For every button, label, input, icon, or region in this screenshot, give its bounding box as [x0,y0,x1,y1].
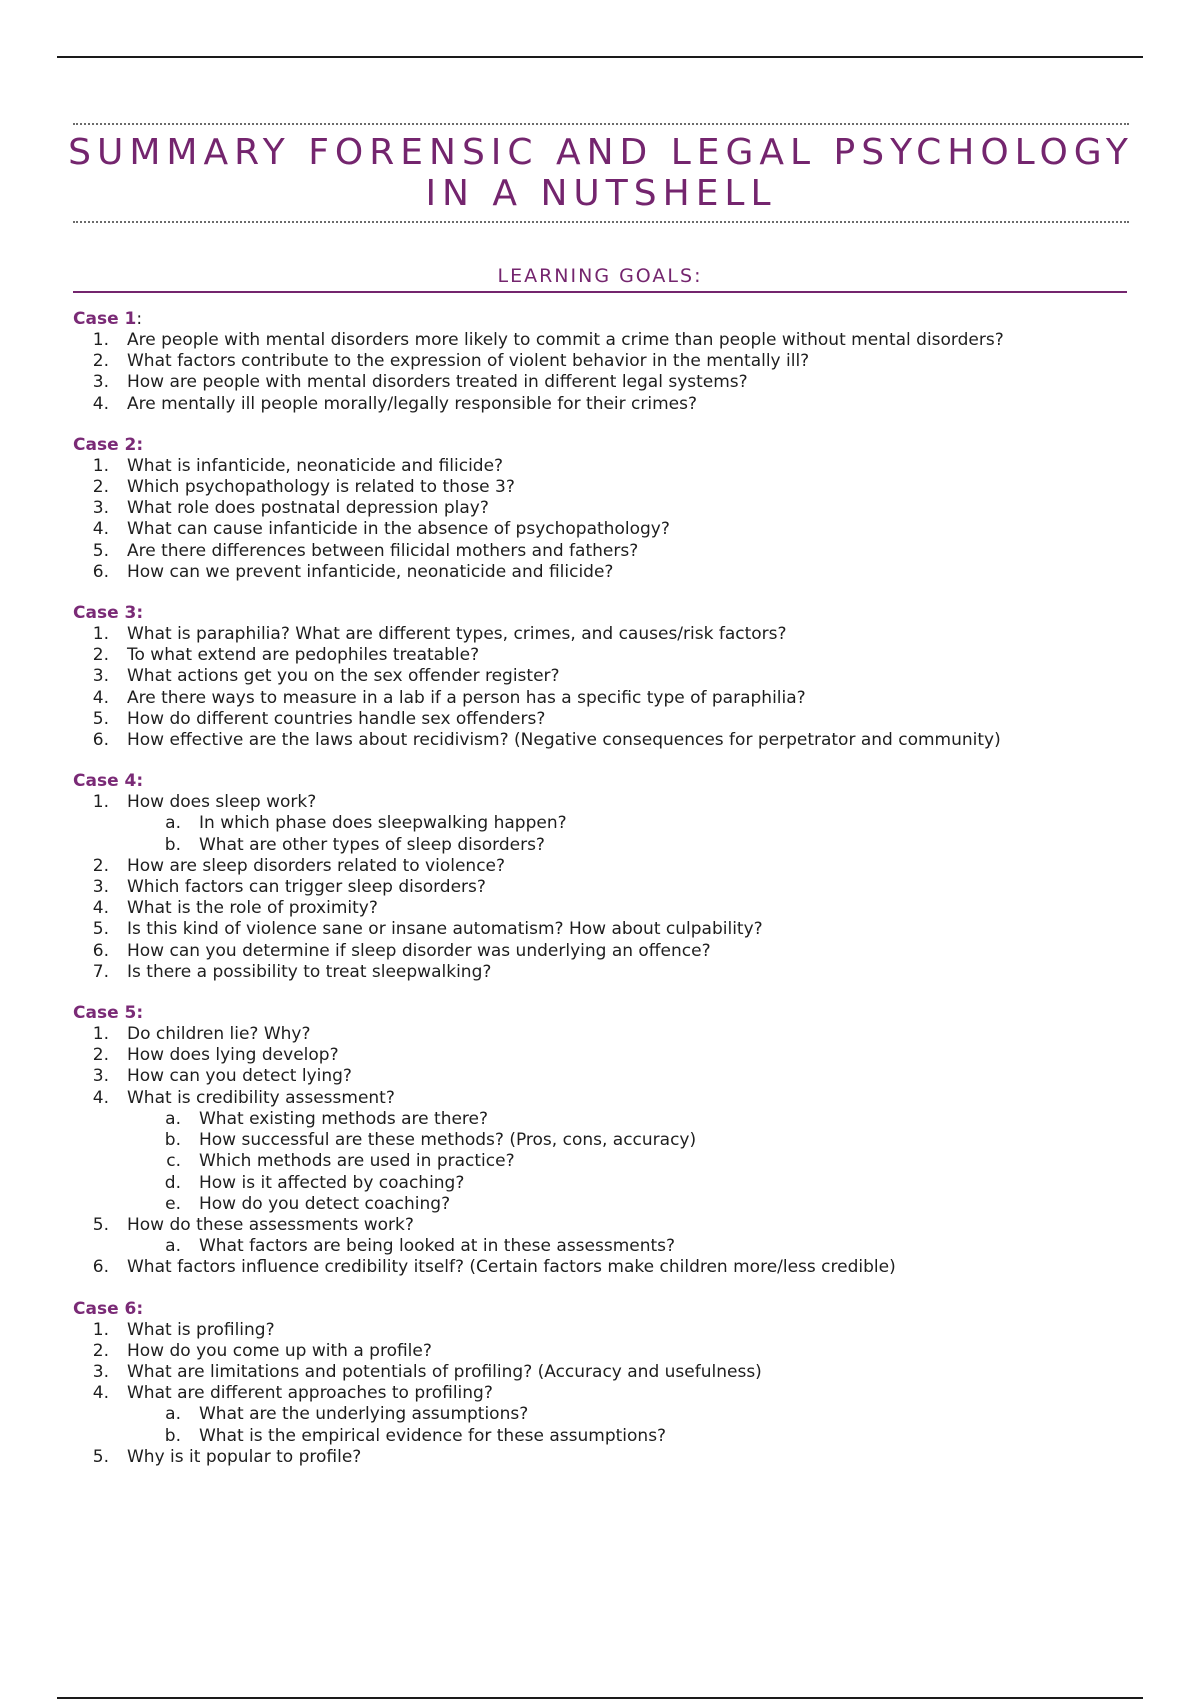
list-item-text: What actions get you on the sex offender register? [127,666,560,687]
case-label [73,1003,1133,1024]
sub-list-item-letter: b. [164,1130,181,1151]
sub-list-item-text: How do you detect coaching? [199,1193,451,1214]
case-label-colon: : [136,1298,144,1319]
list-item-number: 2. [92,1340,109,1361]
list-item [73,1383,1133,1404]
list-item [73,877,1133,898]
list-item-number: 5. [92,708,109,729]
list-item-text: How can we prevent infanticide, neonaticide and filicide? [127,561,614,582]
bottom-rule [57,1697,1143,1699]
list-item [73,477,1133,498]
sub-list-item [73,1173,1133,1194]
list-item-number: 1. [92,792,109,813]
list-item [73,941,1133,962]
list-item [73,1341,1133,1362]
case-label-colon: : [136,603,144,624]
list-item-number: 3. [92,877,109,898]
list-item [73,351,1133,372]
sub-list-item-text: How successful are these methods? (Pros, cons, accuracy) [199,1130,697,1151]
list-item-text: How do you come up with a profile? [127,1340,432,1361]
case-label-colon: : [136,1003,144,1024]
sub-list-item-letter: d. [164,1172,181,1193]
list-item-number: 1. [92,1319,109,1340]
sub-list-item [73,1426,1133,1447]
list-item-number: 1. [92,330,109,350]
list-item-text: Which psychopathology is related to those 3? [127,477,515,498]
list-item-text: Why is it popular to profile? [127,1446,362,1467]
list-item [73,898,1133,919]
case-label [73,309,1133,330]
case-label-colon: : [136,309,143,329]
sub-list-item [73,1236,1133,1257]
list-item-text: How can you determine if sleep disorder was underlying an offence? [127,940,711,961]
list-item-text: How are sleep disorders related to violence? [127,855,506,876]
case-section [73,1299,1133,1468]
learning-goals-heading: LEARNING GOALS: [73,263,1127,293]
case-section [73,771,1133,983]
list-item-text: How can you detect lying? [127,1066,352,1087]
list-item-text: What is profiling? [127,1319,275,1340]
list-item-text: Do children lie? Why? [127,1024,311,1045]
case-label-text: Case 1 [73,309,137,329]
list-item [73,1088,1133,1109]
sub-list-item [73,813,1133,834]
list-item-text: Are there ways to measure in a lab if a person has a specific type of paraphilia? [127,687,806,708]
case-label-text: Case 4 [73,771,137,792]
learning-goals-content [73,309,1133,1488]
case-label [73,771,1133,792]
case-label [73,1299,1133,1320]
list-item [73,498,1133,519]
list-item-text: What factors contribute to the expression of violent behavior in the mentally ill? [127,351,810,372]
list-item-number: 2. [92,855,109,876]
list-item-text: What can cause infanticide in the absence of psychopathology? [127,519,670,540]
list-item-number: 4. [92,687,109,708]
list-item-number: 6. [92,730,109,751]
list-item-text: To what extend are pedophiles treatable? [127,645,480,666]
list-item-number: 7. [92,961,109,982]
case-label-text: Case 2 [73,434,137,455]
sub-list-item-text: How is it affected by coaching? [199,1172,465,1193]
sub-list-item-text: What are other types of sleep disorders? [199,834,545,855]
list-item-number: 3. [92,1361,109,1382]
list-item-text: What are limitations and potentials of profiling? (Accuracy and usefulness) [127,1361,762,1382]
list-item [73,1362,1133,1383]
list-item-number: 2. [92,1045,109,1066]
list-item [73,541,1133,562]
list-item-number: 4. [92,519,109,540]
document-title-line-1: SUMMARY FORENSIC AND LEGAL PSYCHOLOGY [68,132,1134,173]
list-item [73,962,1133,983]
list-item-number: 5. [92,919,109,940]
sub-list-item-text: What is the empirical evidence for these assumptions? [199,1425,667,1446]
list-item [73,372,1133,393]
sub-list-item-letter: b. [164,1425,181,1446]
case-section [73,1003,1133,1278]
list-item-text: How does sleep work? [127,792,317,813]
case-label [73,603,1133,624]
list-item-number: 5. [92,1214,109,1235]
list-item-text: How does lying develop? [127,1045,339,1066]
list-item-text: Which factors can trigger sleep disorders? [127,877,486,898]
sub-list-item-letter: e. [165,1193,181,1214]
list-item-number: 6. [92,940,109,961]
list-item [73,666,1133,687]
list-item-number: 1. [92,624,109,645]
sub-list-item-letter: a. [165,1404,181,1425]
case-section [73,309,1133,415]
sub-list-item-text: What are the underlying assumptions? [199,1404,529,1425]
list-item-text: How do these assessments work? [127,1214,414,1235]
list-item-text: Are there differences between filicidal mothers and fathers? [127,540,639,561]
list-item-text: Is this kind of violence sane or insane automatism? How about culpability? [127,919,763,940]
list-item-text: What are different approaches to profiling? [127,1383,493,1404]
sub-list-item-letter: c. [166,1151,181,1172]
sub-list-item-text: What factors are being looked at in these assessments? [199,1236,676,1257]
list-item-number: 3. [92,372,109,393]
list-item-number: 5. [92,540,109,561]
list-item [73,919,1133,940]
list-item [73,330,1133,351]
case-label [73,435,1133,456]
list-item-number: 6. [92,1257,109,1278]
list-item-text: How effective are the laws about recidivism? (Negative consequences for perpetrator and community) [127,730,1001,751]
document-title-line-2: IN A NUTSHELL [425,173,777,214]
case-section [73,603,1133,751]
list-item-text: How are people with mental disorders treated in different legal systems? [127,372,748,393]
list-item [73,394,1133,415]
list-item-number: 4. [92,1383,109,1404]
list-item-number: 6. [92,561,109,582]
list-item-number: 2. [92,351,109,372]
list-item-text: What is infanticide, neonaticide and filicide? [127,455,504,476]
sub-list-item [73,1404,1133,1425]
list-item-text: What is paraphilia? What are different types, crimes, and causes/risk factors? [127,624,787,645]
list-item-number: 5. [92,1446,109,1467]
case-section [73,435,1133,583]
list-item [73,624,1133,645]
list-item [73,645,1133,666]
list-item [73,856,1133,877]
sub-list-item-letter: a. [165,1108,181,1129]
list-item-number: 4. [92,393,109,414]
sub-list-item [73,835,1133,856]
sub-list-item-text: What existing methods are there? [199,1108,489,1129]
sub-list-item [73,1194,1133,1215]
list-item [73,1447,1133,1468]
list-item [73,1257,1133,1278]
sub-list-item [73,1130,1133,1151]
list-item-number: 1. [92,455,109,476]
list-item-number: 2. [92,477,109,498]
list-item [73,688,1133,709]
list-item [73,1024,1133,1045]
list-item [73,1045,1133,1066]
list-item-number: 1. [92,1024,109,1045]
case-label-text: Case 6 [73,1298,137,1319]
list-item [73,519,1133,540]
sub-list-item-letter: a. [165,813,181,834]
sub-list-item-letter: a. [165,1236,181,1257]
case-label-colon: : [136,771,144,792]
list-item-number: 3. [92,666,109,687]
list-item [73,456,1133,477]
list-item-text: What role does postnatal depression play? [127,498,489,519]
list-item-text: What is credibility assessment? [127,1087,395,1108]
list-item-number: 2. [92,645,109,666]
list-item [73,709,1133,730]
list-item-number: 4. [92,898,109,919]
sub-list-item [73,1109,1133,1130]
list-item [73,730,1133,751]
list-item-text: Is there a possibility to treat sleepwalking? [127,961,492,982]
list-item-text: Are mentally ill people morally/legally responsible for their crimes? [127,393,698,414]
case-label-text: Case 3 [73,603,137,624]
list-item [73,1320,1133,1341]
list-item [73,792,1133,813]
sub-list-item-text: Which methods are used in practice? [199,1151,515,1172]
sub-list-item-text: In which phase does sleepwalking happen? [199,813,567,834]
sub-list-item-letter: b. [164,834,181,855]
case-label-colon: : [136,434,144,455]
list-item [73,1066,1133,1087]
list-item-text: How do different countries handle sex offenders? [127,708,546,729]
sub-list-item [73,1151,1133,1172]
list-item-text: Are people with mental disorders more likely to commit a crime than people without mental disorders? [127,330,1004,350]
list-item-number: 4. [92,1087,109,1108]
case-label-text: Case 5 [73,1003,137,1024]
list-item-text: What is the role of proximity? [127,898,378,919]
list-item-number: 3. [92,1066,109,1087]
list-item [73,562,1133,583]
document-title-block [68,123,1134,223]
list-item [73,1215,1133,1236]
top-rule [57,56,1143,58]
list-item-number: 3. [92,498,109,519]
list-item-text: What factors influence credibility itself? (Certain factors make children more/less credible) [127,1257,896,1278]
